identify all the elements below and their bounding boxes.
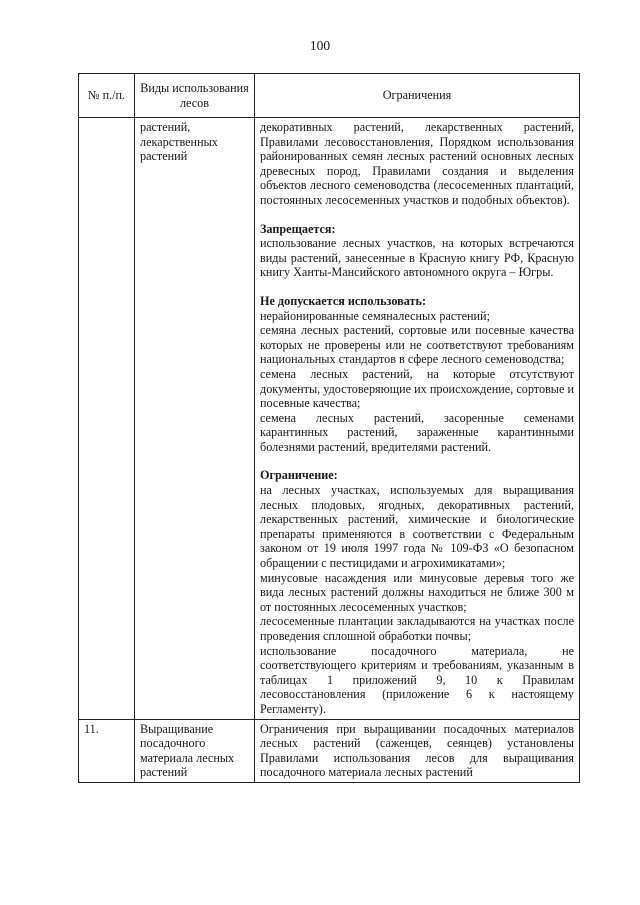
limits-intro: декоративных растений, лекарственных растений, Правилами лесовосстановления, Порядком использования районированных семян лесных растений основных лесных древесных пород, Правилами создания и выделения объектов лесного семеноводства (лесосеменных плантаций, постоянных лесосеменных участков и подобных объектов). <box>260 120 574 207</box>
not-allowed-heading: Не допускается использовать: <box>260 293 427 308</box>
table-header-row <box>79 74 580 118</box>
cell-limits-continued <box>255 118 580 720</box>
not-allowed-item: семена лесных растений, на которые отсутствуют документы, удостоверяющие их происхождение, сортовые и посевные качества; <box>260 366 574 411</box>
restrictions-table <box>78 73 580 783</box>
restriction-item: лесосеменные плантации закладываются на участках после проведения сплошной обработки почвы; <box>260 614 574 643</box>
cell-num-11: 11. <box>79 719 135 782</box>
cell-num-empty <box>79 118 135 720</box>
header-limits: Ограничения <box>255 74 580 118</box>
page-number: 100 <box>309 38 331 53</box>
header-num: № п./п. <box>79 74 135 118</box>
cell-type-11: Выращивание посадочного материала лесных растений <box>135 719 255 782</box>
table-row-11 <box>79 719 580 782</box>
prohibited-text: использование лесных участков, на которых встречаются виды растений, занесенные в Красную книгу РФ, Красную книгу Ханты-Мансийского автономного округа – Югры. <box>260 236 574 280</box>
header-type: Виды использования лесов <box>135 74 255 118</box>
restriction-item: использование посадочного материала, не соответствующего критериям и требованиям, указанным в таблицах 1 приложений 9, 10 к Правилам лесовосстановления (приложение 6 к настоящему Регламенту). <box>260 643 574 716</box>
table-row-continued <box>79 118 580 720</box>
cell-limits-11: Ограничения при выращивании посадочных материалов лесных растений (саженцев, сеянцев) установлены Правилами использования лесов для выращивания посадочного материала лесных растений <box>255 719 580 782</box>
not-allowed-item: семена лесных растений, засоренные семенами карантинных растений, зараженные карантинными болезнями растений, вредителями растений. <box>260 410 574 454</box>
restriction-heading: Ограничение: <box>260 468 338 483</box>
prohibited-heading: Запрещается: <box>260 221 336 236</box>
cell-type-continued: растений, лекарственных растений <box>135 118 255 720</box>
restriction-item: минусовые насаждения или минусовые деревья того же вида лесных растений должны находиться не ближе 300 м от постоянных лесосеменных участков; <box>260 570 574 614</box>
not-allowed-item: нерайонированные семяналесных растений; <box>260 308 490 323</box>
not-allowed-item: семяна лесных растений, сортовые или посевные качества которых не проверены или не соответствуют требованиям национальных стандартов в сфере лесного семеноводства; <box>260 323 574 367</box>
restriction-item: на лесных участках, используемых для выращивания лесных плодовых, ягодных, декоративных растений, лекарственных растений, химические и биологические препараты применяются в соответствии с Федеральным законом от 19 июля 1997 года № 109-ФЗ «О безопасном обращении с пестицидами и агрохимикатами»; <box>260 483 574 571</box>
